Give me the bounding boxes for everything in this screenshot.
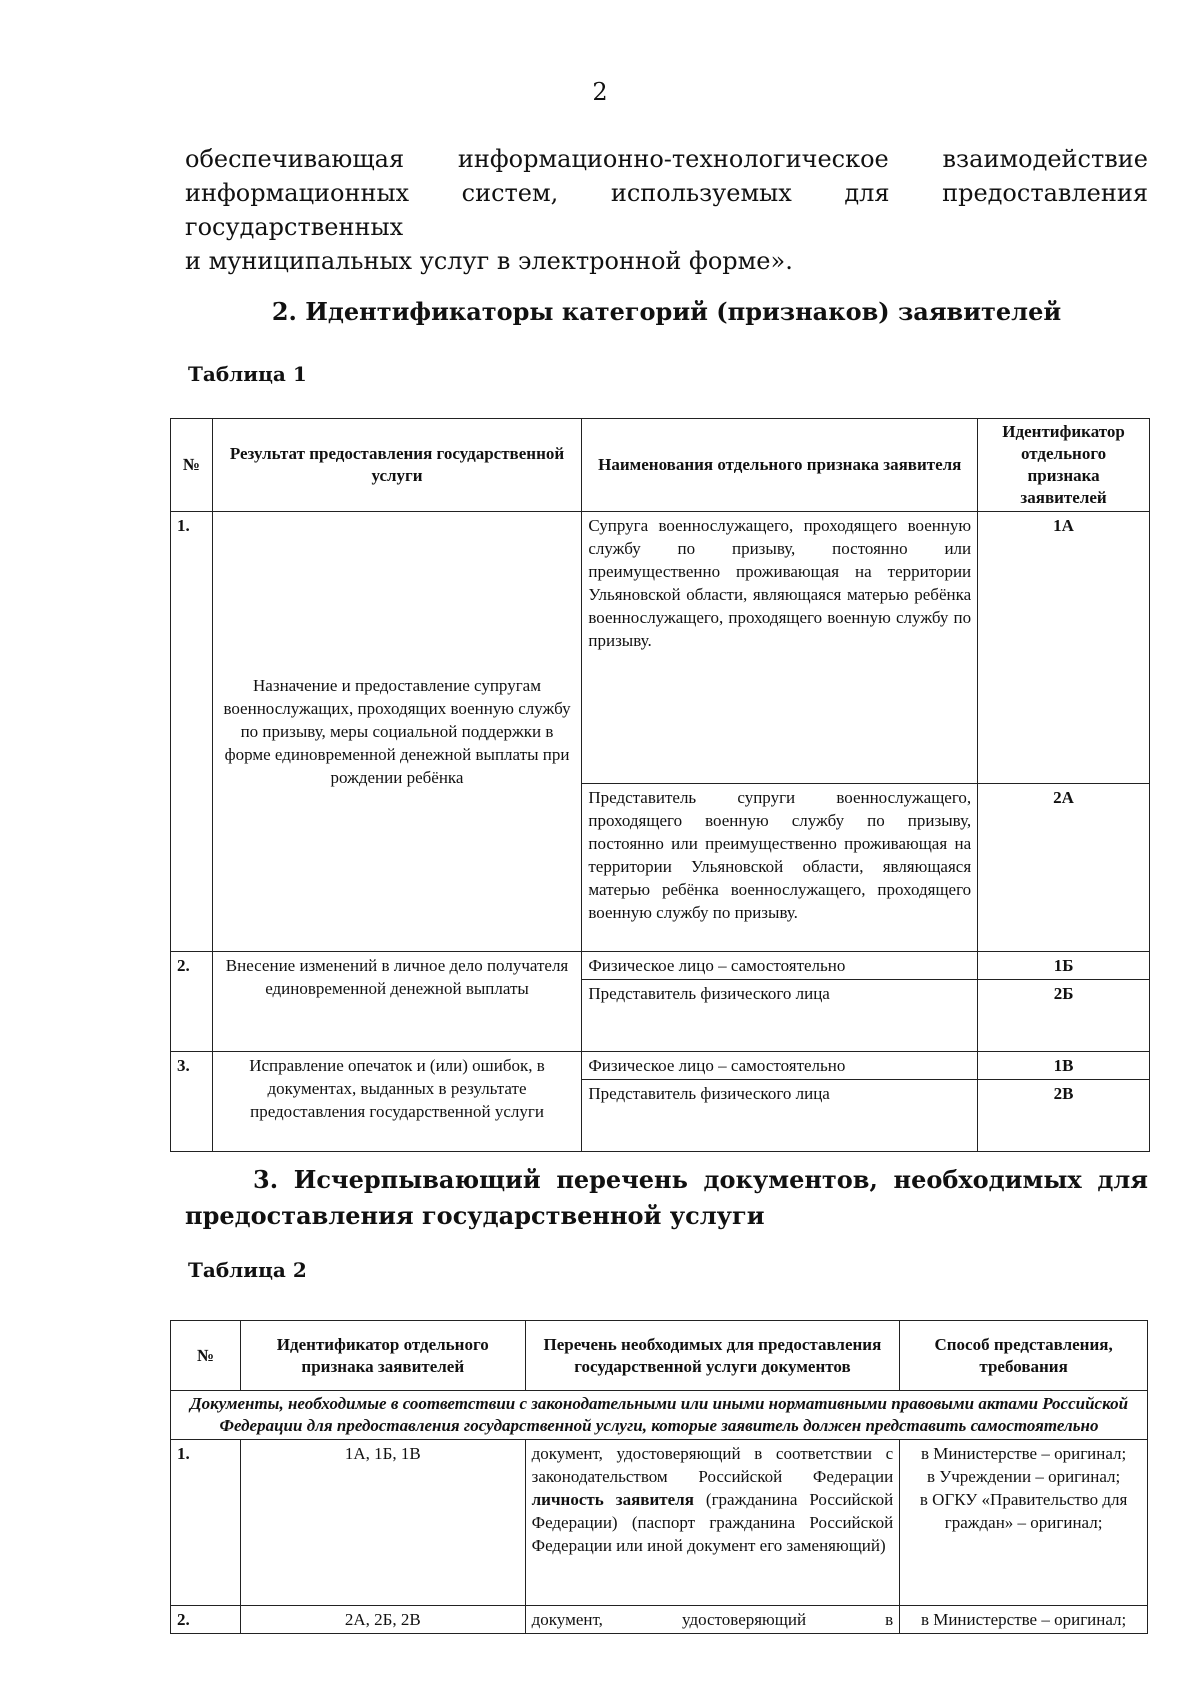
doc-text: документ, удостоверяющий в соответствии с законодательством Российской Федерации [531, 1444, 894, 1486]
intro-word: взаимодействие [942, 145, 1148, 173]
row-id: 1А [978, 512, 1150, 784]
title-word: Исчерпывающий [293, 1165, 541, 1194]
header-result: Результат предоставления государственной услуги [212, 419, 582, 512]
row-num: 1. [171, 1440, 241, 1606]
way-item: в ОГКУ «Правительство для граждан» – оригинал; [919, 1490, 1128, 1532]
section-3-title-line-2: предоставления государственной услуги [185, 1201, 765, 1230]
row-num: 2. [171, 952, 213, 1052]
doc-text: (гражданина Российской Федерации) (паспорт гражданина Российской Федерации или иной документ его заменяющий) [531, 1490, 894, 1555]
row-sign: Представитель супруги военнослужащего, проходящего военную службу по призыву, постоянно или преимущественно проживающая на территории Ульяновской области, являющаяся матерью ребёнка военнослужащего, проходящего военную службу по призыву. [582, 784, 978, 952]
row-id: 2В [978, 1080, 1150, 1152]
header-id: Идентификатор отдельного признака заявителей [978, 419, 1150, 512]
section-3-title-line-1 [185, 1162, 1148, 1198]
row-id: 2А [978, 784, 1150, 952]
table-row [171, 952, 1150, 980]
table-2-subheader-row [171, 1391, 1148, 1440]
row-num: 1. [171, 512, 213, 952]
title-word: документов, [703, 1165, 878, 1194]
way-item: в Учреждении – оригинал; [926, 1467, 1121, 1486]
page-number: 2 [592, 78, 608, 106]
row-sign: Представитель физического лица [582, 980, 978, 1052]
section-2-title: 2. Идентификаторы категорий (признаков) заявителей [271, 297, 1062, 326]
section-3-title [185, 1162, 1148, 1234]
row-document [525, 1606, 900, 1634]
header-ids: Идентификатор отдельного признака заявителей [240, 1321, 525, 1391]
way-item: в Министерстве – оригинал; [920, 1610, 1127, 1629]
row-result: Внесение изменений в личное дело получателя единовременной денежной выплаты [212, 952, 582, 1052]
header-num: № [171, 1321, 241, 1391]
header-way: Способ представления, требования [900, 1321, 1148, 1391]
row-document [525, 1440, 900, 1606]
table-1-label: Таблица 1 [188, 362, 307, 386]
row-id: 2Б [978, 980, 1150, 1052]
table-row [171, 1440, 1148, 1606]
row-result: Исправление опечаток и (или) ошибок, в документах, выданных в результате предоставления государственной услуги [212, 1052, 582, 1152]
row-num: 2. [171, 1606, 241, 1634]
title-word: 3. [253, 1165, 279, 1194]
row-num: 3. [171, 1052, 213, 1152]
way-item: в Министерстве – оригинал; [920, 1444, 1127, 1463]
intro-paragraph [185, 142, 1148, 278]
table-row [171, 1052, 1150, 1080]
table-1 [170, 418, 1150, 1152]
table-2-header-row [171, 1321, 1148, 1391]
table-1-header-row [171, 419, 1150, 512]
intro-line-3: и муниципальных услуг в электронной форме». [185, 247, 793, 275]
row-id: 1В [978, 1052, 1150, 1080]
header-docs: Перечень необходимых для предоставления государственной услуги документов [525, 1321, 900, 1391]
intro-word: обеспечивающая [185, 145, 405, 173]
intro-word: информационно-технологическое [457, 145, 889, 173]
row-result: Назначение и предоставление супругам военнослужащих, проходящих военную службу по призыву, меры социальной поддержки в форме единовременной денежной выплаты при рождении ребёнка [212, 512, 582, 952]
row-way [900, 1606, 1148, 1634]
row-way [900, 1440, 1148, 1606]
table-row [171, 1606, 1148, 1634]
row-sign: Физическое лицо – самостоятельно [582, 952, 978, 980]
title-word: необходимых [893, 1165, 1082, 1194]
row-ids: 2А, 2Б, 2В [240, 1606, 525, 1634]
title-word: для [1097, 1165, 1148, 1194]
row-id: 1Б [978, 952, 1150, 980]
intro-line-1 [185, 142, 1148, 176]
row-sign: Представитель физического лица [582, 1080, 978, 1152]
row-ids: 1А, 1Б, 1В [240, 1440, 525, 1606]
row-sign: Супруга военнослужащего, проходящего военную службу по призыву, постоянно или преимущественно проживающая на территории Ульяновской области, являющаяся матерью ребёнка военнослужащего, проходящего военную службу по призыву. [582, 512, 978, 784]
title-word: перечень [556, 1165, 688, 1194]
row-sign: Физическое лицо – самостоятельно [582, 1052, 978, 1080]
header-num: № [171, 419, 213, 512]
table-2-label: Таблица 2 [188, 1258, 307, 1282]
table-2-subheader: Документы, необходимые в соответствии с законодательными или иными нормативными правовыми актами Российской Федерации для предоставления государственной услуги, которые заявитель должен представить самостоятельно [171, 1391, 1148, 1440]
table-row [171, 512, 1150, 784]
header-sign: Наименования отдельного признака заявителя [582, 419, 978, 512]
intro-line-2: информационных систем, используемых для предоставления государственных [185, 179, 1148, 241]
doc-text-bold: личность заявителя [531, 1490, 694, 1509]
table-2 [170, 1320, 1148, 1634]
doc-text: документ, удостоверяющий в [531, 1610, 894, 1629]
